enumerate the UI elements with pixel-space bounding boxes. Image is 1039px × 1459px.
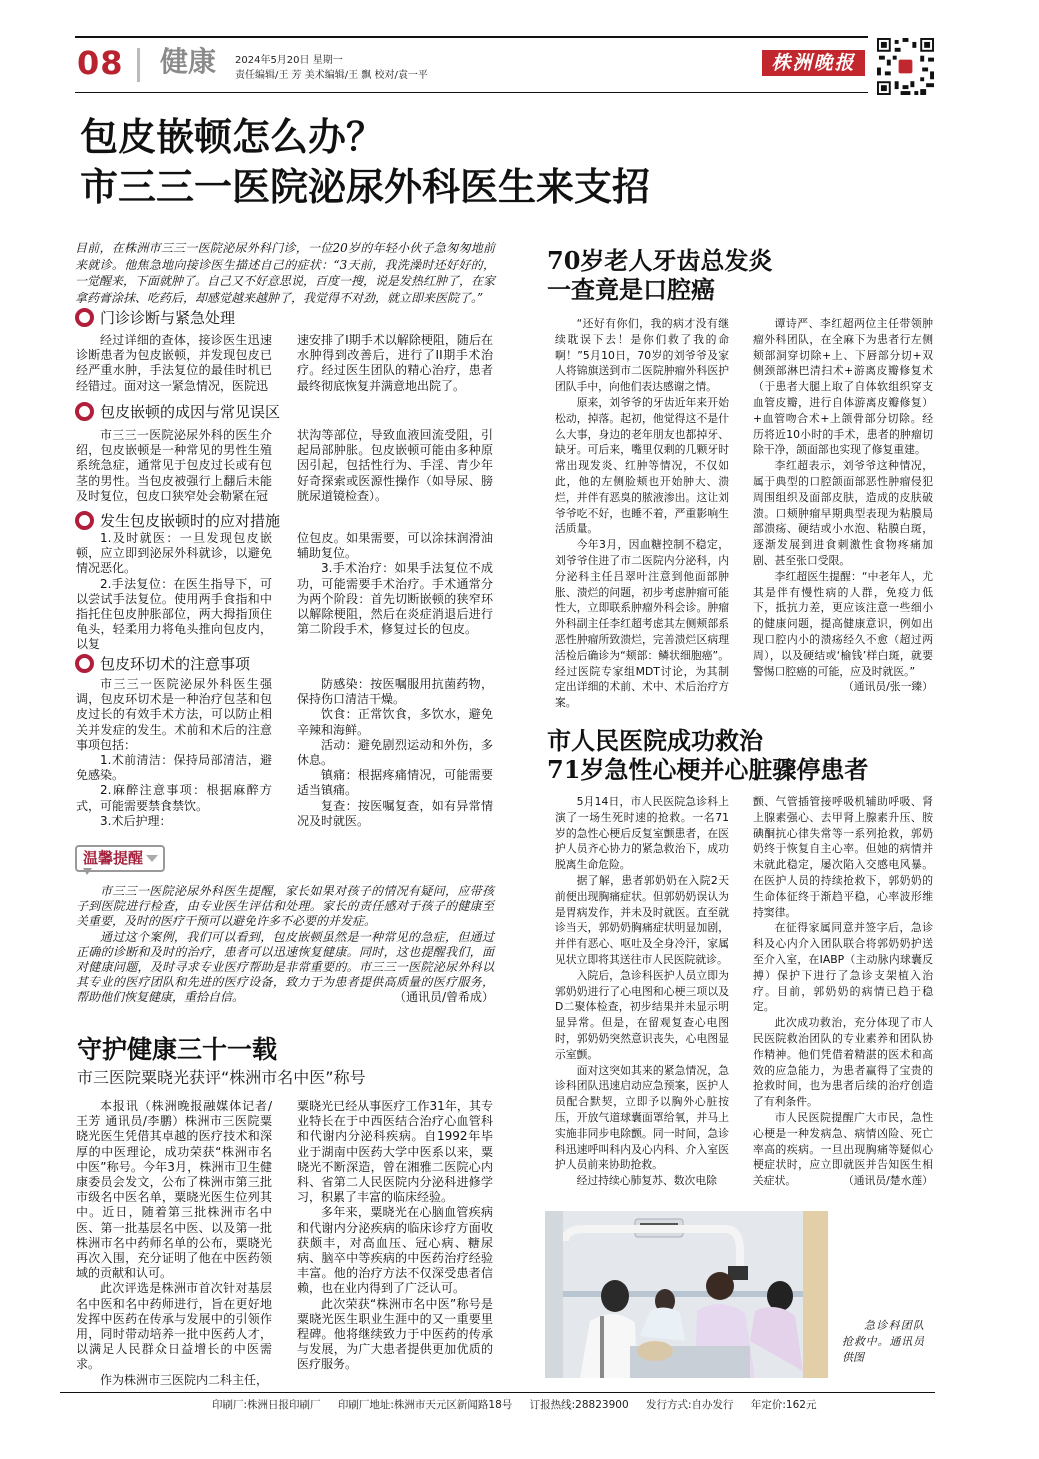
paragraph: 饮食：正常饮食，多饮水，避免辛辣和海鲜。 [297,707,493,737]
article-subheadline: 市三医院粟晓光获评“株洲市名中医”称号 [77,1068,366,1087]
byline: （通讯员/楚水莲） [842,1174,933,1188]
byline: （通讯员/张一臻） [842,680,933,694]
text-column [555,794,729,1189]
paragraph: 入院后，急诊科医护人员立即为郭奶奶进行了心电图和心梗三项以及D二聚体检查，初步结果并未显示明显异常。但是，在留观复查心电图时，郭奶奶突然意识丧失，心电图显示室颤。 [555,968,729,1061]
article-headline [547,726,868,784]
paragraph: 复查：按医嘱复查，如有异常情况及时就医。 [297,798,493,828]
circle-bullet-icon [75,402,94,421]
issue-date: 2024年5月20日 星期一 [235,55,343,66]
paragraph [76,930,494,1006]
page-number: 08 [77,44,124,82]
text-column [76,333,272,394]
headline-line-1: 70岁老人牙齿总发炎 [547,246,773,275]
paragraph-text: 市人民医院提醒广大市民，急性心梗是一种发病急、病情凶险、死亡率高的疾病。一旦出现胸痛等疑似心梗症状时，应立即就医并告知医生相关症状。 [753,1110,933,1188]
masthead-info [235,53,428,83]
section-heading [75,511,280,530]
paragraph: 3.术后护理： [100,813,172,828]
paragraph: 此次成功救治，充分体现了市人民医院救治团队的专业素养和团队协作精神。他们凭借着精湛的医术和高效的应急能力，为患者赢得了宝贵的抢救时间，也为患者后续的治疗创造了有利条件。 [753,1016,933,1109]
paragraph: 此次评选是株洲市首次针对基层名中医和名中药师进行，旨在更好地发挥中医药在传承与发展中的引领作用，同时带动培养一批中医药人才，以满足人民群众日益增长的中医需求。 [76,1281,272,1372]
text-column [297,428,493,504]
paragraph: 经过详细的查体，接诊医生迅速诊断患者为包皮嵌顿，并发现包皮已经严重水肿，手法复位的最佳时机已经错过。面对这一紧急情况，医院迅 [76,333,272,393]
text-column [753,316,933,695]
paragraph: 李红超表示，刘爷爷这种情况，属于典型的口腔颌面部恶性肿瘤侵犯周围组织及面部皮肤，造成的皮肤破溃。口颊肿瘤早期典型表现为粘膜局部溃疡、硬结或小水泡、粘膜白斑，逐渐发展到进食刺激性食物疼痛加剧、甚至张口受限。 [753,459,933,567]
paragraph: 1.术前清洁：保持局部清洁，避免感染。 [76,753,272,783]
qr-code-icon [877,38,934,95]
paragraph: 镇痛：根据疼痛情况，可能需要适当镇痛。 [297,768,493,798]
paragraph: 状沟等部位，导致血液回流受阻，引起局部肿胀。包皮嵌顿可能由多种原因引起，包括性行为、手淫、青少年好奇探索或医源性操作（如导尿、膀胱尿道镜检查）。 [297,428,493,503]
article-headline [80,112,650,212]
paragraph: 5月14日，市人民医院急诊科上演了一场生死时速的抢救。一名71岁的急性心梗后反复室颤患者，在医护人员齐心协力的紧急救治下，成功脱离生命危险。 [555,795,729,872]
paragraph: 面对这突如其来的紧急情况，急诊科团队迅速启动应急预案，医护人员配合默契，立即予以胸外心脏按压，开放气道球囊面罩给氧，并马上实施非同步电除颤。同一时间，急诊科迅速呼叫科内及心内科、介入室医护人员前来协助抢救。 [555,1063,729,1172]
footer-rule [60,1392,935,1393]
paragraph: 今年3月，因血糖控制不稳定，刘爷爷住进了市二医院内分泌科，内分泌科主任吕翠叶注意到他面部肿胀、溃烂的问题，初步考虑肿瘤可能性大，立即联系肿瘤外科会诊。肿瘤外科副主任李红超考虑其左侧颊部系恶性肿瘤所致溃烂，完善溃烂区病理活检后确诊为“颊部：鳞状细胞癌”。经过医院专家组MDT讨论，为其制定出详细的术前、术中、术后治疗方案。 [555,538,729,710]
triangle-down-icon [146,855,158,862]
paragraph: 据了解，患者郭奶奶在入院2天前便出现胸痛症状。但郭奶奶误认为是胃病发作，并未及时就医。直至就诊当天，郭奶奶胸痛症状明显加剧，并伴有恶心、呕吐及全身冷汗，家属见状立即将其送往市人民医院就诊。 [555,873,729,966]
annual-price: 年定价:162元 [750,1399,817,1411]
headline-line-2: 市三三一医院泌尿外科医生来支招 [80,165,651,209]
paragraph: 在征得家属同意并签字后，急诊科及心内介入团队联合将郭奶奶护送至介入室，在IABP（主动脉内球囊反搏）保护下进行了急诊支架植入治疗。目前，郭奶奶的病情已趋于稳定。 [753,921,933,1014]
paragraph: 市三三一医院泌尿外科医生提醒，家长如果对孩子的情况有疑问，应带孩子到医院进行检查，由专业医生评估和处理。家长的责任感对于孩子的健康至关重要，及时的医疗干预可以避免许多不必要的并发症。 [76,884,494,929]
circle-bullet-icon [75,654,94,673]
paragraph: 谭诗严、李红超两位主任带领肿瘤外科团队，在全麻下为患者行左侧颊部洞穿切除+上、下唇部分切+双侧颈部淋巴清扫术+游离皮瓣修复术（于患者大腿上取了自体软组织穿支血管皮瓣，进行自体游离皮瓣修复）+血管吻合术+上颌骨部分切除。经历将近10小时的手术，患者的肿瘤切除干净，颌面部也实现了修复重建。 [753,317,933,457]
text-column [297,677,493,829]
section-name: 健康 [160,45,217,78]
article-headline: 守护健康三十一载 [77,1035,278,1064]
printer-address: 印刷厂地址:株洲市天元区新闻路18号 [337,1399,513,1411]
paragraph-text: 李红超医生提醒：“中老年人，尤其是伴有慢性病的人群，免疫力低下，抵抗力差，更应该注意一些细小的健康问题，提高健康意识，例如出现口腔内小的溃疡经久不愈（超过两周），以及硬结或‘榆钱’样白斑，就要警惕口腔癌的可能，应及时就医。” [753,569,933,678]
paragraph: 防感染：按医嘱服用抗菌药物，保持伤口清洁干燥。 [297,677,493,707]
tip-text [76,884,494,1006]
circle-bullet-icon [75,308,94,327]
paragraph: 1.及时就医：一旦发现包皮嵌顿，应立即到泌尿外科就诊，以避免情况恶化。 [76,531,272,576]
text-column [76,677,272,829]
masthead-divider [137,48,140,82]
text-column [76,1099,272,1388]
paragraph: 作为株洲市三医院内二科主任， [100,1372,269,1387]
paragraph: 3.手术治疗：如果手法复位不成功，可能需要手术治疗。手术通常分为两个阶段：首先切断嵌顿的狭窄环以解除梗阻，然后在炎症消退后进行第二阶段手术，修复过长的包皮。 [297,561,493,637]
paragraph: 位包皮。如果需要，可以涂抹润滑油辅助复位。 [297,531,493,561]
section-heading-text: 发生包皮嵌顿时的应对措施 [100,511,281,530]
text-column [76,531,272,653]
paragraph: 活动：避免剧烈运动和外伤，多休息。 [297,737,493,768]
speech-bubble-tail [83,868,92,875]
masthead-bottom-rule [75,92,868,93]
paragraph: 经过持续心肺复苏、数次电除 [576,1174,717,1188]
masthead-top-rule [75,36,868,38]
paragraph: 2.麻醉注意事项：根据麻醉方式，可能需要禁食禁饮。 [76,783,272,813]
text-column [297,333,493,394]
text-column [297,531,493,637]
paragraph: 本报讯（株洲晚报融媒体记者/王芳 通讯员/李鹏）株洲市三医院粟晓光医生凭借其卓越的医疗技术和深厚的中医理论，成功荣获“株洲市名中医”称号。今年3月，株洲市卫生健康委员会发文，公布了株洲市第三批市级名中医名单，粟晓光医生位列其中。近日，随着第三批株洲市名中医、第一批基层名中医、以及第一批株洲市名中药师名单的公布，粟晓光再次入围，充分证明了他在中医药领域的贡献和认可。 [76,1099,272,1281]
paragraph: 市三三一医院泌尿外科医生强调，包皮环切术是一种治疗包茎和包皮过长的有效手术方法，可以防止相关并发症的发生。术前和术后的注意事项包括： [76,677,272,752]
byline: （通讯员/曾希成） [393,990,494,1005]
paragraph-text: 通过这个案例，我们可以看到，包皮嵌顿虽然是一种常见的急症，但通过正确的诊断和及时的治疗，患者可以迅速恢复健康。同时，这也提醒我们，面对健康问题，及时寻求专业医疗帮助是非常重要的。市三三一医院泌尿外科以其专业的医疗团队和先进的医疗设备，致力于为患者提供高质量的医疗服务，帮助他们恢复健康，重拾自信。 [76,929,494,1005]
article-intro: 目前，在株洲市三三一医院泌尿外科门诊，一位20岁的年轻小伙子急匆匆地前来就诊。他焦急地向接诊医生描述自己的症状：“3天前，我洗澡时还好好的，一觉醒来，下面就肿了。自己又不好意思说，百度一搜，说是发热红肿了，在家拿药膏涂抹、吃药后，却感觉越来越肿了，我觉得不对劲，就立即来医院了。” [75,241,496,306]
text-column [76,428,272,504]
footer-info [212,1399,830,1412]
paragraph: 多年来，粟晓光在心脑血管疾病和代谢内分泌疾病的临床诊疗方面收获颇丰，对高血压、冠心病、糖尿病、脑卒中等疾病的中医药治疗经验丰富。他的治疗方法不仅深受患者信赖，也在业内得到了广泛认可。 [297,1205,493,1296]
article-headline [547,246,772,304]
text-column [753,794,933,1189]
photo-caption: 急诊科团队抢救中。通讯员供图 [842,1319,924,1364]
section-heading [75,654,250,673]
paragraph: 市三三一医院泌尿外科的医生介绍，包皮嵌顿是一种常见的男性生殖系统急症，通常见于包皮过长或有包茎的男性。当包皮被强行上翻后未能及时复位，包皮口狭窄处会勒紧在冠 [76,428,272,503]
paragraph [753,569,933,694]
section-heading [75,308,235,327]
paragraph: 速安排了I期手术以解除梗阻，随后在水肿得到改善后，进行了II期手术治疗。经过医生团队的精心治疗，患者最终彻底恢复并满意地出院了。 [297,333,493,393]
photo-illustration [545,1211,828,1378]
text-column [555,316,729,711]
headline-line-1: 市人民医院成功救治 [547,726,763,755]
headline-line-2: 71岁急性心梗并心脏骤停患者 [547,755,869,784]
tip-label: 温馨提醒 [83,849,144,867]
rescue-photo [545,1211,828,1378]
text-column [297,1099,493,1373]
paragraph: “还好有你们，我的病才没有继续耽误下去！是你们救了我的命啊！”5月10日，70岁的刘爷爷及家人将锦旗送到市二医院肿瘤外科医护团队手中，向他们表达感谢之情。 [555,317,729,394]
editors-credit: 责任编辑/王 芳 美术编辑/王 飘 校对/袁一平 [235,70,428,81]
newspaper-logo: 株洲晚报 [762,50,865,76]
paragraph: 颤、气管插管接呼吸机辅助呼吸、肾上腺素强心、去甲肾上腺素升压、胺碘酮抗心律失常等一系列抢救，郭奶奶终于恢复自主心率。但她的病情并未就此稳定，屡次陷入交感电风暴。在医护人员的持续抢救下，郭奶奶的生命体征终于渐趋平稳，心率波形维持窦律。 [753,795,933,919]
subscription-hotline: 订报热线:28823900 [529,1399,629,1411]
paragraph: 原来，刘爷爷的牙齿近年来开始松动，掉落。起初，他觉得这不是什么大事，身边的老年朋友也都掉牙、缺牙。可后来，嘴里仅剩的几颗牙时常出现发炎、红肿等情况，不仅如此，他的左侧脸颊也开始肿大、溃烂，并伴有恶臭的脓液渗出。这让刘爷爷吃不好，也睡不着，严重影响生活质量。 [555,395,729,536]
section-heading-text: 包皮嵌顿的成因与常见误区 [100,402,281,421]
paragraph [753,1110,933,1189]
circle-bullet-icon [75,511,94,530]
distribution-method: 发行方式:自办发行 [645,1399,734,1411]
paragraph: 此次荣获“株洲市名中医”称号是粟晓光医生职业生涯中的又一重要里程碑。他将继续致力于中医药的传承与发展，为广大患者提供更加优质的医疗服务。 [297,1296,493,1372]
headline-line-1: 包皮嵌顿怎么办？ [80,115,385,159]
printer: 印刷厂:株洲日报印刷厂 [212,1399,321,1411]
headline-line-2: 一查竟是口腔癌 [547,275,715,304]
section-heading-text: 包皮环切术的注意事项 [100,654,251,673]
section-heading [75,402,280,421]
paragraph: 2.手法复位：在医生指导下，可以尝试手法复位。使用两手食指和中指托住包皮肿胀部位，两大拇指顶住龟头，轻柔用力将龟头推向包皮内，以复 [76,576,272,652]
paragraph: 粟晓光已经从事医疗工作31年，其专业特长在于中西医结合治疗心血管科和代谢内分泌科疾病。自1992年毕业于湖南中医药大学中医系以来，粟晓光不断深造，曾在湘雅二医院心内科、省第二人民医院内分泌科进修学习，积累了丰富的临床经验。 [297,1099,493,1205]
section-heading-text: 门诊诊断与紧急处理 [100,308,236,327]
